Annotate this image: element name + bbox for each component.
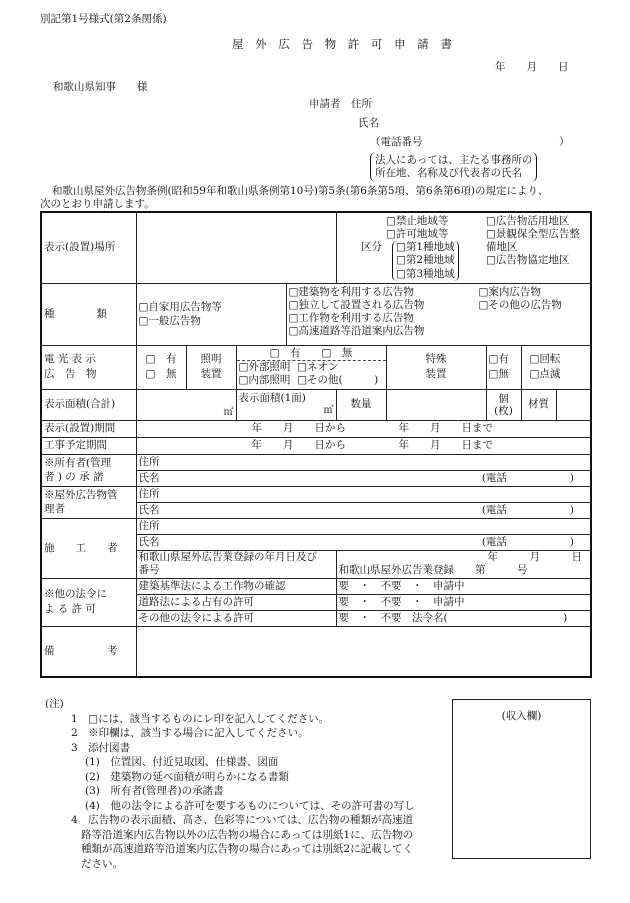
registration-label-2: 番号 [138, 564, 160, 577]
electric-label-2: 広 告 物 [44, 368, 97, 381]
area-one-label: 表示面積(1面) [238, 391, 306, 404]
notes-head: (注) [45, 698, 64, 710]
zone-agreement[interactable]: □広告物協定地区 [486, 254, 570, 267]
lighting-internal[interactable]: □内部照明 [238, 374, 291, 387]
zone-type-1[interactable]: □第1種地域 [396, 241, 455, 254]
law-label-2: よ る 許 可 [44, 603, 97, 616]
builder-name[interactable] [136, 534, 591, 550]
area-total-value[interactable] [136, 389, 236, 420]
law-other: その他の法令による許可 [136, 610, 336, 626]
zone-utilization[interactable]: □広告物活用地区 [486, 215, 570, 227]
manager-label-1: ※屋外広告物管 [44, 489, 118, 502]
work-period-value[interactable]: 年 月 日から 年 月 日まで [136, 437, 591, 454]
electric-options [136, 345, 186, 389]
special-label-2: 装置 [425, 368, 447, 381]
owner-address-label: 住所 [138, 455, 160, 468]
lighting-other[interactable]: □その他( ) [297, 374, 379, 387]
intro-line-1: 和歌山県屋外広告物条例(昭和59年和歌山県条例第10号)第5条(第6条第5項、第6条第6項)の規定により、 [52, 185, 549, 197]
material-label: 材質 [521, 389, 556, 420]
piece-label [486, 389, 521, 420]
lighting-options [236, 345, 386, 389]
lighting-label-1: 照明 [200, 353, 222, 366]
area-total-unit: ㎡ [223, 407, 234, 419]
special-yesno [486, 345, 521, 389]
receipt-box[interactable] [452, 699, 591, 859]
type-group-a [136, 283, 286, 345]
lighting-neon[interactable]: □ネオン [297, 361, 339, 374]
registration-value[interactable] [336, 550, 591, 578]
area-one-cell[interactable] [236, 389, 336, 420]
piece-label-2: (枚) [494, 404, 513, 417]
special-rotate[interactable]: □回転 [529, 353, 561, 366]
manager-name[interactable] [136, 502, 591, 518]
type-standalone[interactable]: □独立して設置される広告物 [288, 298, 425, 311]
law-road: 道路法による占有の許可 [136, 594, 336, 610]
note-4b: 路等沿道案内広告物以外の広告物の場合にあっては別紙1に、広告物の [81, 828, 414, 841]
special-no[interactable]: □無 [488, 368, 509, 381]
note-3-2: (2) 建築物の延べ面積が明らかになる書類 [85, 770, 289, 783]
builder-name-label: 氏名 [138, 535, 160, 548]
note-1: 1 □には、該当するものにレ印を記入してください。 [71, 712, 330, 725]
area-one-unit: ㎡ [323, 404, 334, 416]
type-general[interactable]: □一般広告物 [138, 315, 201, 328]
note-3: 3 添付図書 [71, 741, 131, 754]
receipt-label: (収入欄) [501, 710, 542, 722]
note-2: 2 ※印欄は、該当する場合に記入してください。 [71, 727, 309, 739]
date-line: 年 月 日 [495, 61, 569, 73]
electric-yes[interactable]: □ 有 [145, 353, 177, 366]
zone-landscape[interactable]: □景観保全型広告整備地区 [486, 228, 580, 254]
lighting-external[interactable]: □外部照明 [238, 361, 291, 374]
owner-label-1: ※所有者(管理 [44, 457, 112, 470]
registration-number: 和歌山県屋外広告業登録 第 号 [338, 564, 528, 577]
piece-label-1: 個 [498, 392, 509, 405]
electric-label [41, 345, 136, 389]
electric-label-1: 電 光 表 示 [44, 353, 97, 366]
lighting-label [186, 345, 236, 389]
form-title: 屋 外 広 告 物 許 可 申 請 書 [232, 37, 456, 51]
builder-address-label: 住所 [138, 519, 160, 532]
zone-type-2[interactable]: □第2種地域 [396, 254, 455, 267]
location-label: 表示(設置)場所 [41, 212, 136, 283]
remarks-value[interactable] [136, 626, 591, 677]
owner-label-2: 者 ) の 承 諾 [44, 471, 104, 484]
law-road-status[interactable]: 要 ・ 不要 ・ 申請中 [336, 594, 591, 610]
special-label [386, 345, 486, 389]
special-yes[interactable]: □有 [488, 353, 509, 366]
law-building-status[interactable]: 要 ・ 不要 ・ 申請中 [336, 578, 591, 594]
law-label-1: ※他の法令に [44, 588, 107, 601]
type-highway[interactable]: □高速道路等沿道案内広告物 [288, 325, 425, 337]
type-group-b [286, 283, 591, 345]
note-4d: ださい。 [81, 857, 123, 870]
intro-line-2: 次のとおり申請します。 [40, 198, 155, 210]
registration-date: 年 月 日 [487, 551, 583, 564]
quantity-label: 数量 [336, 389, 386, 420]
corporate-note-line-2: 所在地、名称及び代表者の氏名 [375, 167, 522, 179]
note-3-1: (1) 位置図、付近見取図、仕様書、図面 [85, 756, 279, 768]
builder-tel: (電話 ) [481, 535, 575, 548]
registration-label [136, 550, 336, 578]
period-value[interactable]: 年 月 日から 年 月 日まで [136, 420, 591, 437]
builder-address[interactable] [136, 518, 591, 534]
manager-tel: (電話 ) [481, 503, 575, 516]
type-other[interactable]: □その他の広告物 [478, 298, 562, 311]
location-value[interactable] [136, 212, 336, 283]
special-label-1: 特殊 [425, 353, 447, 366]
lighting-yesno[interactable]: □ 有 □ 無 [237, 347, 386, 361]
zone-label: 区分 [336, 212, 386, 283]
applicant-phone-label: （電話番号 ） [370, 136, 570, 148]
manager-address[interactable] [136, 486, 591, 502]
material-value[interactable] [556, 389, 591, 420]
registration-label-1: 和歌山県屋外広告業登録の年月日及び [138, 551, 317, 564]
owner-address[interactable] [136, 454, 591, 470]
manager-label-2: 理者 [44, 503, 65, 516]
owner-name[interactable] [136, 470, 591, 486]
note-3-4: (4) 他の法令による許可を要するものについては、その許可書の写し [85, 799, 415, 812]
type-structure[interactable]: □工作物を利用する広告物 [288, 311, 414, 324]
period-label: 表示(設置)期間 [41, 420, 136, 437]
manager-name-label: 氏名 [138, 503, 160, 516]
type-guide[interactable]: □案内広告物 [478, 285, 541, 298]
corporate-note-line-1: 法人にあっては、主たる事務所の [375, 154, 533, 166]
law-other-status[interactable]: 要 ・ 不要 法令名( ) [336, 610, 591, 626]
manager-address-label: 住所 [138, 487, 160, 500]
owner-name-label: 氏名 [138, 471, 160, 484]
electric-no[interactable]: □ 無 [145, 368, 177, 381]
applicant-name-label: 氏名 [358, 117, 379, 129]
zone-prohibited[interactable]: □禁止地域等 [386, 215, 449, 227]
special-kind [521, 345, 591, 389]
zone-permitted[interactable]: □許可地域等 [386, 228, 449, 241]
applicant-address-label: 申請者 住所 [309, 98, 372, 110]
note-4a: 4 広告物の表示面積、高さ、色彩等については、広告物の種類が高速道 [71, 814, 414, 826]
area-total-label: 表示面積(合計) [41, 389, 136, 420]
type-private[interactable]: □自家用広告物等 [138, 301, 222, 314]
application-form-table [40, 211, 592, 678]
note-4c: 種類が高速道路等沿道案内広告物の場合にあっては別紙2に記載してく [81, 843, 414, 855]
remarks-label: 備 考 [41, 626, 136, 677]
builder-label: 施 工 者 [41, 518, 136, 578]
lighting-label-2: 装置 [200, 368, 222, 381]
notes [45, 697, 445, 871]
type-label: 種 類 [41, 283, 136, 345]
zone-type-3[interactable]: □第3種地域 [396, 267, 455, 280]
quantity-value[interactable] [386, 389, 486, 420]
corporate-note [370, 152, 537, 182]
addressee: 和歌山県知事 様 [53, 81, 148, 93]
work-period-label: 工事予定期間 [41, 437, 136, 454]
note-3-3: (3) 所有者(管理者)の承諾書 [85, 785, 224, 797]
law-building: 建築基準法による工作物の確認 [136, 578, 336, 594]
owner-label [41, 454, 136, 486]
owner-tel: (電話 ) [481, 471, 575, 484]
law-label [41, 578, 136, 626]
special-blink[interactable]: □点滅 [529, 368, 561, 381]
form-id: 別記第1号様式(第2条関係) [40, 13, 167, 25]
type-building[interactable]: □建築物を利用する広告物 [288, 285, 414, 298]
manager-label [41, 486, 136, 518]
zone-options [386, 212, 591, 283]
